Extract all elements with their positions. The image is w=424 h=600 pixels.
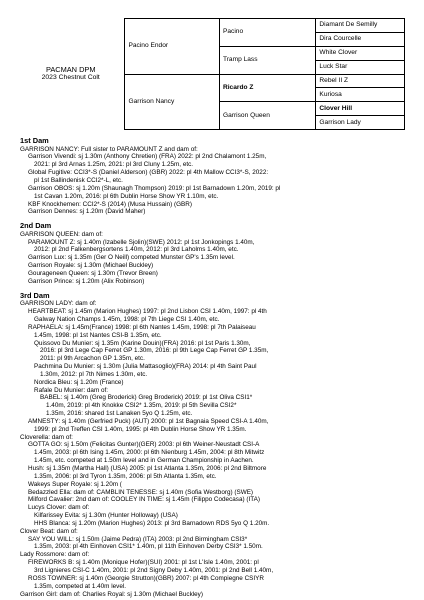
sire-dam-sire-cell: White Clover [316,46,405,60]
pedigree-line: Pachmina Du Munier: sj 1.30m (Julia Mattasoglio)(FRA) 2014: pl 4th Saint Paul [34,363,257,371]
pedigree-line: 1.35m, 2006: pl 3rd Tyron 1.35m, 2006: pl 5th Atlanta 1.35m, etc. [34,472,217,480]
pedigree-line: Lady Rossmore: dam of: [20,551,90,559]
pedigree-line: 1999: pl 2nd Treffen CSI 1.40m, 1995: pl 4th Dublin Horse Show YR 1.35m. [34,425,247,433]
pedigree-line: Global Fugitive: CCI3*-S (Daniel Alderson) (GBR) 2022: pl 4th Mallow CCI3*-S, 2022: [28,169,269,177]
pedigree-line: Garrison Girl: dam of: Charlies Royal: sj 1.30m (Michael Buckley) [20,590,203,598]
pedigree-line: Nordica Bleu: sj 1.20m (France) [34,378,124,386]
sire-sire-dam-cell: Dira Courcelle [316,32,405,46]
pedigree-line: 2021: pl 3rd Arnas 1.25m, 2021: pl 3rd Cluny 1.25m, etc. [34,161,194,169]
dam-dam-cell: Garrison Queen [219,102,315,130]
sire-cell: Pacino Endor [125,19,219,75]
horse-name: PACMAN DPM [45,65,96,74]
pedigree-line: PARAMOUNT Z: sj 1.40m (Izabelle Sjolin)(SWE) 2012: pl 1st Jonkopings 1.40m, [28,238,255,246]
pedigree-line: 2012: pl 2nd Falkenbergsortens 1.40m, 2012: pl 3rd Laholms 1.40m, etc. [34,246,239,254]
pedigree-line: Garrison OBOS: sj 1.20m (Shaunagh Thompson) 2019: pl 1st Barnadown 1.20m, 2019: pl [28,184,281,192]
pedigree-line: Milford Cavalier: 2nd dam of: COOLEY IN TIME: sj 1.45m (Filippo Codecasa) (ITA) [28,496,260,504]
pedigree-line: FIREWORKS B: sj 1.40m (Monique Hofer)(SUI) 2001: pl 1st L'Isle 1.40m, 2001: pl [28,559,259,567]
section-gap [20,216,406,219]
pedigree-line: Cloverella: dam of: [20,433,73,441]
pedigree-line: 1.30m, 2012: pl 7th Nimes 1.30m, etc. [40,370,148,378]
pedigree-line: ROSS TOWNER: sj 1.40m (Georgie Strutton)(GBR) 2007: pl 4th Compiegne CSIYR [28,574,264,582]
dam-dam-sire-cell: Clover Hill [316,102,405,116]
pedigree-line: Quissovo Du Munier: sj 1.35m (Karine Douin)(FRA) 2016: pl 1st Paris 1.30m, [34,339,251,347]
pedigree-line: 1.35m, competed at 1.40m level. [34,582,127,590]
pedigree-line: Galway Nation Champs 1.45m, 1998: pl 7th Liege CSI 1.40m, etc. [34,315,220,323]
pedigree-line: Garrison Royale: sj 1.30m (Michael Buckley) [28,262,154,270]
dam-line-body [20,134,406,598]
dam-sire-dam-cell: Kuriosa [316,88,405,102]
pedigree-line: 2016: pl 3rd Lege Cap Ferret GP 1.30m, 2016: pl 9th Lege Cap Ferret GP 1.35m, [40,347,269,355]
dam-dam-dam-cell: Garrison Lady [316,116,405,130]
pedigree-line: GARRISON NANCY: Full sister to PARAMOUNT Z and dam of: [20,145,198,153]
pedigree-line: 1.35m, 2016: shared 1st Lanaken 5yo Q 1.25m, etc. [46,410,193,418]
pedigree-line: Rafale Du Munier: dam of: [34,386,109,394]
pedigree-line: 2011: pl 9th Arcachon GP 1.35m, etc. [40,355,145,363]
pedigree-line: Kilfarissey Evita: sj 1.30m (Hunter Holloway) (USA) [34,512,178,520]
dam-sire-sire-cell: Rebel II Z [316,74,405,88]
pedigree-line: GARRISON LADY: dam of: [20,300,97,308]
pedigree-line: Gourageneen Queen: sj 1.30m (Trevor Breen) [28,270,158,277]
horse-identity [20,19,125,130]
pedigree-line: Garrison Vivendi: sj 1.30m (Anthony Chretien) (FRA) 2022: pl 2nd Chalamont 1.25m, [28,153,267,161]
pedigree-line: 1st Cavan 1.20m, 2016: pl 6th Dublin Horse Show YR 1.10m, etc. [34,192,219,200]
pedigree-line: HHS Blanca: sj 1.20m (Marion Hughes) 2013: pl 3rd Barnadown RDS 5yo Q 1.20m. [34,519,270,527]
horse-subtitle: 2023 Chestnut Colt [41,74,100,81]
section-gap [20,286,406,289]
pedigree-line: Lucys Clover: dam of: [28,504,90,512]
pedigree-line: 1.35m, 2003: pl 4th Einhoven CSI1* 1.40m, pl 11th Einhoven Derby CSI3* 1.50m. [34,543,263,551]
sire-dam-cell: Tramp Lass [219,46,315,74]
pedigree-line: SAY YOU WILL: sj 1.50m (Jaime Pedra) (ITA) 2003: pl 2nd Birmingham CSI3* [28,535,248,543]
pedigree-line: AMNESTY: sj 1.40m (Gerfried Puck) (AUT) 2000: pl 1st Bagnaia Speed CSI-A 1.40m, [28,417,269,425]
pedigree-line: Bedazzled Ella: dam of: CAMBLIN TENESSE: sj 1.40m (Sofia Westborg) (SWE) [28,488,254,496]
sire-dam-dam-cell: Luck Star [316,60,405,74]
pedigree-line: GARRISON QUEEN: dam of: [20,230,103,238]
sire-sire-sire-cell: Diamant De Semilly [316,19,405,33]
section-heading: 3rd Dam [20,290,50,300]
sire-sire-cell: Pacino [219,19,315,47]
pedigree-line: 1.45m, 2003: pl 6th Ising 1.45m, 2000: pl 6th Nienburg 1.45m, 2004: pl 8th Mitwitz [34,449,265,457]
pedigree-line: Garrison Dennes: sj 1.20m (David Maher) [28,208,146,216]
pedigree-table [20,18,405,130]
dam-cell: Garrison Nancy [125,74,219,130]
pedigree-line: Garrison Lux: sj 1.35m (Ger O Neill) competed Munster GP's 1.35m level. [28,254,235,262]
pedigree-line: 1.40m, 2019: pl 4th Knokke CSI2* 1.35m, 2019: pl 5th Sevilla CSI2* [46,402,237,410]
pedigree-line: Hush: sj 1.35m (Martha Hall) (USA) 2005: pl 1st Atlanta 1.35m, 2006: pl 2nd Biltmore [28,465,267,472]
pedigree-line: pl 1st Ballindenisk CCI2*-L, etc. [34,176,123,184]
pedigree-line: HEARTBEAT: sj 1.45m (Marion Hughes) 1997: pl 2nd Lisbon CSI 1.40m, 1997: pl 4th [28,308,267,316]
section-heading: 2nd Dam [20,221,52,231]
pedigree-line: KBF Knockhemen: CCI2*-S (2014) (Musa Hussain) (GBR) [28,200,192,208]
pedigree-line: 1.45m, etc. competed at 1.50m level and in German Championship in Aachen. [34,457,254,465]
pedigree-line: Garrison Prince: sj 1.20m (Alix Robinson) [28,277,145,285]
pedigree-line: 1.45m, 1998: pl 1st Nantes CSI-B 1.35m, etc. [34,331,162,339]
pedigree-line: 3rd Lignieres CSI-C 1.40m, 2001: pl 2nd Signy Deby 1.40m, 2001: pl 2nd Bell 1.40m, [34,566,274,574]
pedigree-line: BABEL: sj 1.40m (Greg Broderick) Greg Broderick) 2019: pl 1st Oliva CSI1* [40,394,253,402]
pedigree-line: Wakeys Super Royale: sj 1.20m ( [28,480,122,488]
pedigree-line: RAPHAELA: sj 1.45m(France) 1998: pl 6th Nantes 1.45m, 1998: pl 7th Palaiseau [28,323,256,331]
dam-sire-cell: Ricardo Z [219,74,315,102]
pedigree-line: Clover Beat: dam of: [20,527,78,535]
section-heading: 1st Dam [20,136,49,145]
pedigree-line: GOTTA GO: sj 1.50m (Felicitas Gunter)(GER) 2003: pl 6th Weiner-Neustadt CSI-A [28,441,260,449]
